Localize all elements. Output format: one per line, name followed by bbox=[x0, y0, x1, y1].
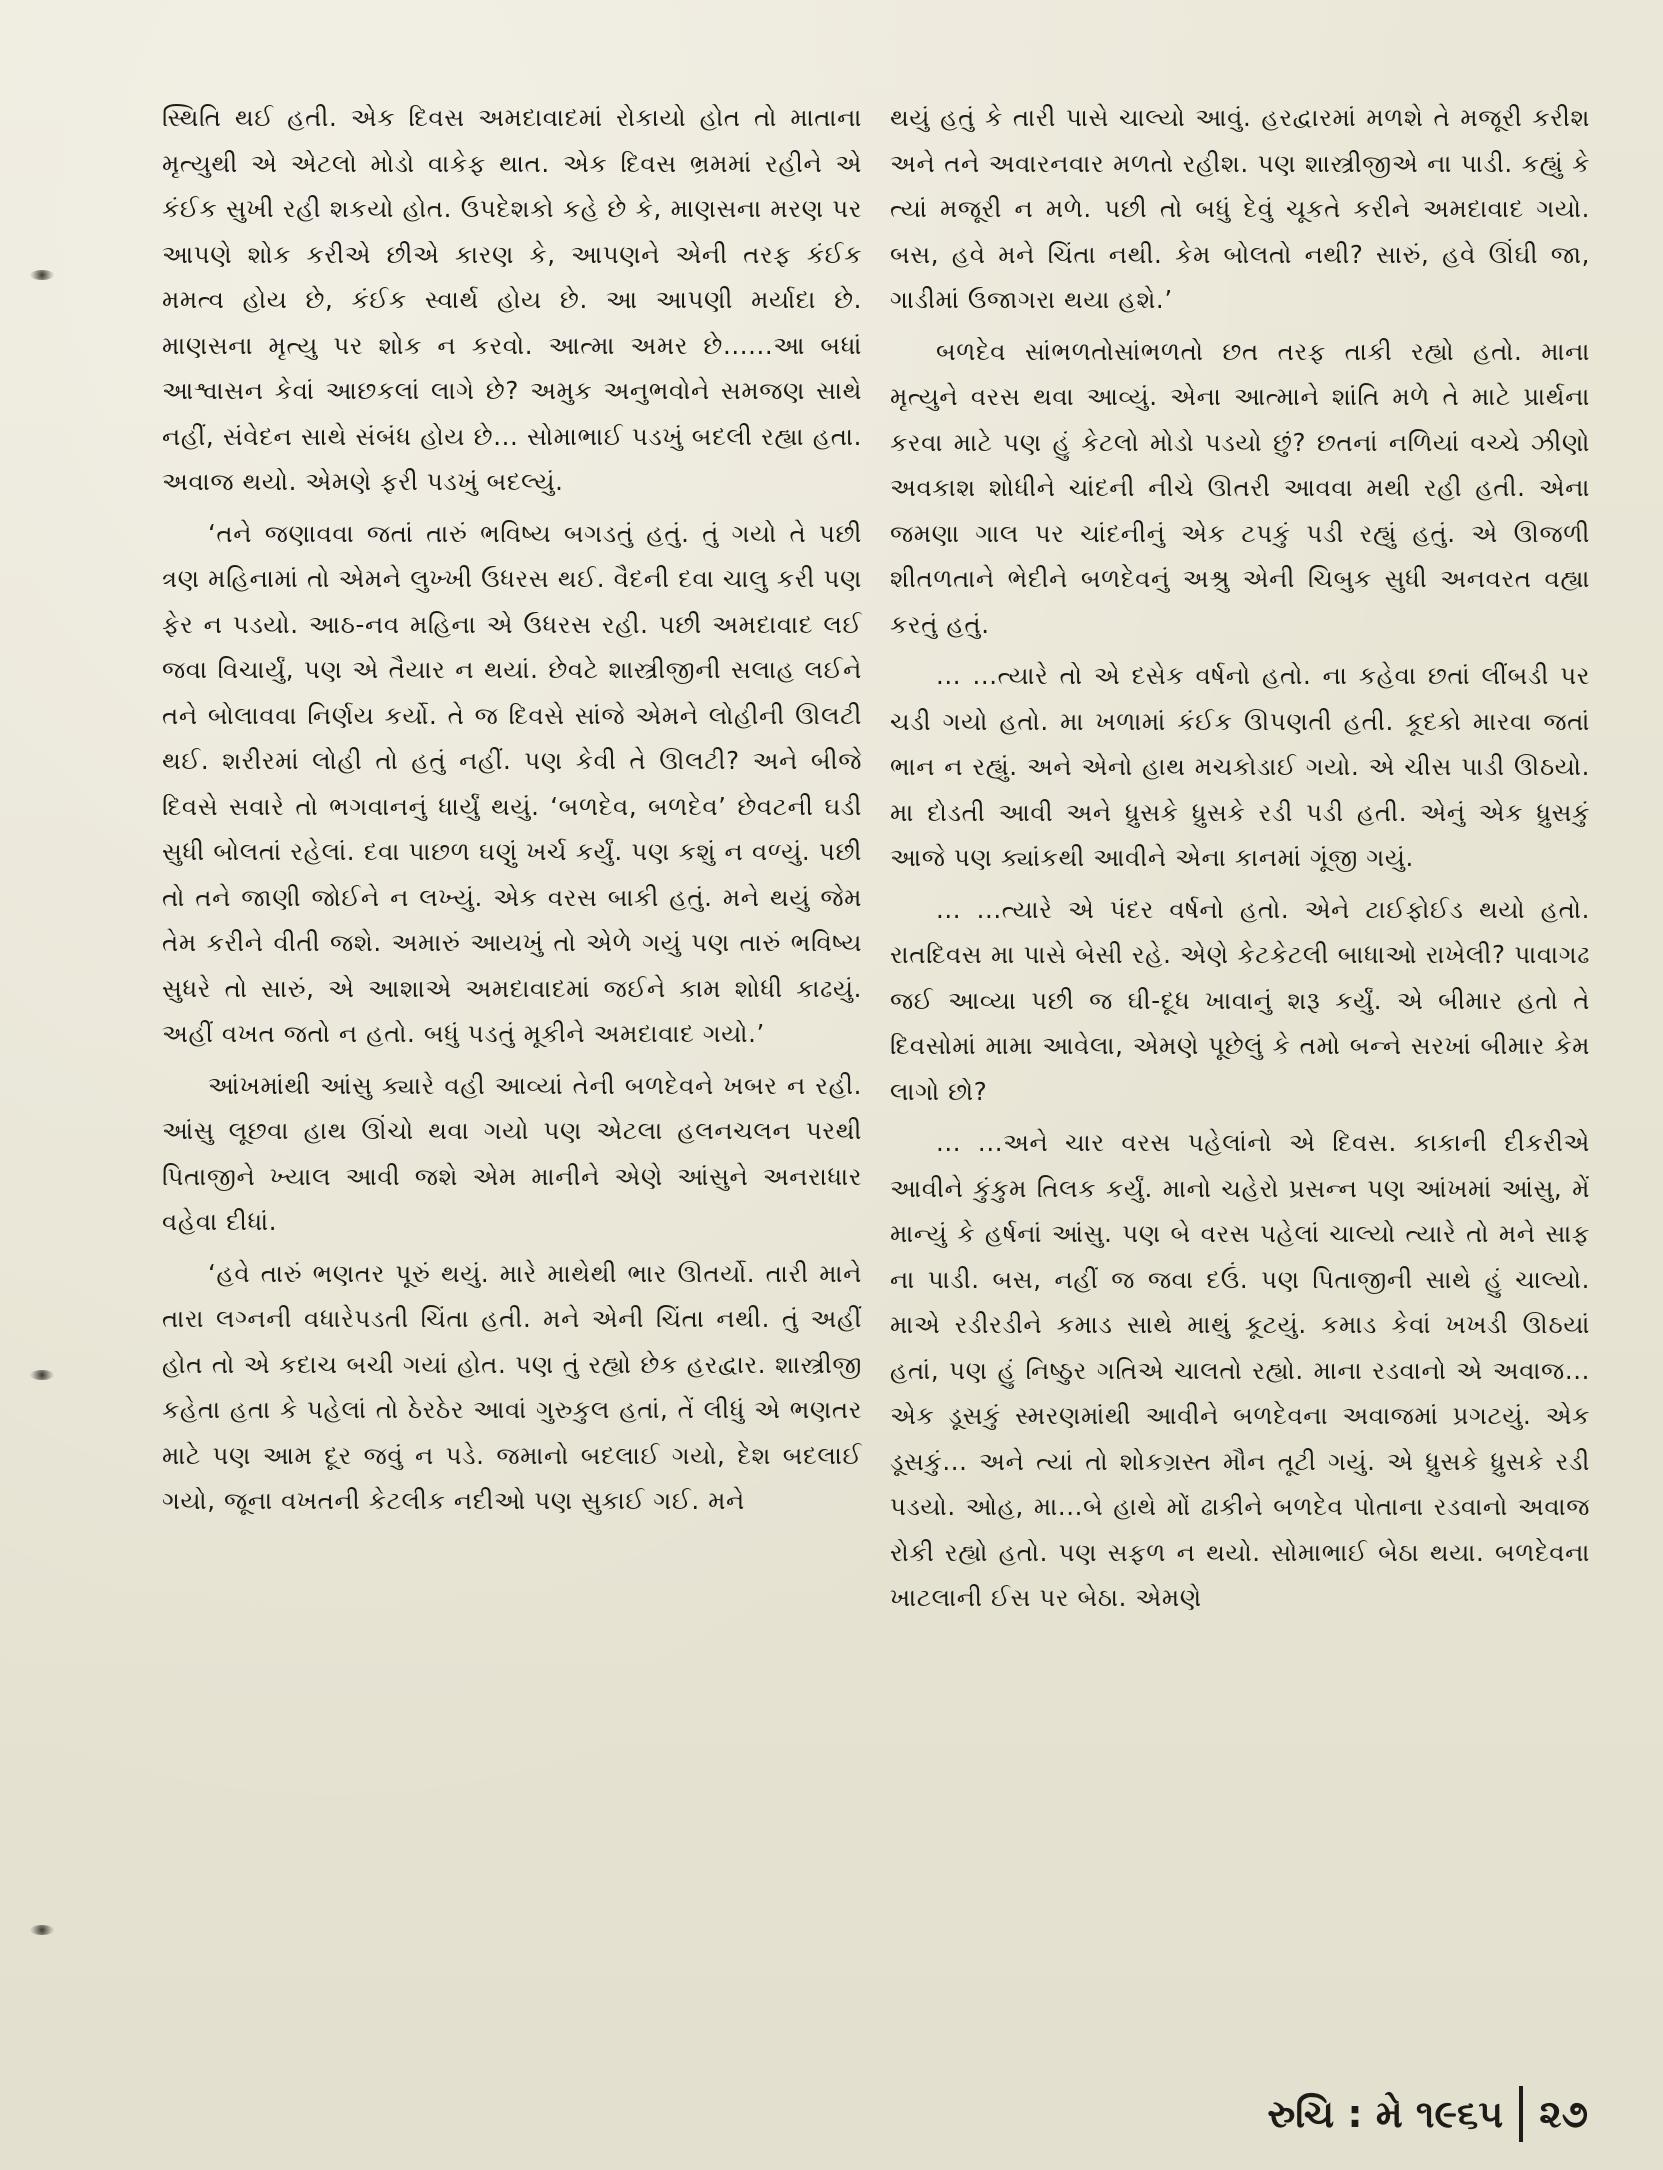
page-footer bbox=[1267, 2084, 1588, 2144]
footer-divider bbox=[1519, 2086, 1523, 2142]
paragraph: ... ...અને ચાર વરસ પહેલાંનો એ દિવસ. કાકાની દીકરીએ આવીને કુંકુમ તિલક કર્યું. માનો ચહેરો પ્રસન્ન પણ આંખમાં આંસુ, મેં માન્યું કે હર્ષનાં આંસુ. પણ બે વરસ પહેલાં ચાલ્યો ત્યારે તો મને સાફ ના પાડી. બસ, નહીં જ જવા દઉં. પણ પિતાજીની સાથે હું ચાલ્યો. માએ રડીરડીને કમાડ સાથે માથું કૂટયું. કમાડ કેવાં ખખડી ઊઠયાં હતાં, પણ હું નિષ્ઠુર ગતિએ ચાલતો રહ્યો. માના રડવાનો એ અવાજ... એક ડૂસકું સ્મરણમાંથી આવીને બળદેવના અવાજમાં પ્રગટયું. એક ડૂસકું... અને ત્યાં તો શોકગ્રસ્ત મૌન તૂટી ગયું. એ ધ્રુસકે ધ્રુસકે રડી પડયો. ઓહ, મા...બે હાથે મોં ઢાકીને બળદેવ પોતાના રડવાનો અવાજ રોકી રહ્યો હતો. પણ સફળ ન થયો. સોમાભાઈ બેઠા થયા. બળદેવના ખાટલાની ઈસ પર બેઠા. એમણે bbox=[890, 1128, 1590, 1612]
paragraph: ... ...ત્યારે એ પંદર વર્ષનો હતો. એને ટાઈફોઈડ થયો હતો. રાતદિવસ મા પાસે બેસી રહે. એણે કેટકેટલી બાધાઓ રાખેલી? પાવાગઢ જઈ આવ્યા પછી જ ઘી-દૂધ ખાવાનું શરૂ કર્યું. એ બીમાર હતો તે દિવસોમાં મામા આવેલા, એમણે પૂછેલું કે તમો બન્ને સરખાં બીમાર કેમ લાગો છો? bbox=[890, 894, 1590, 1106]
binding-mark bbox=[30, 270, 54, 280]
binding-mark bbox=[30, 1925, 54, 1935]
binding-mark bbox=[30, 1370, 54, 1380]
paragraph: સ્થિતિ થઈ હતી. એક દિવસ અમદાવાદમાં રોકાયો હોત તો માતાના મૃત્યુથી એ એટલો મોડો વાકેફ થાત. એક દિવસ ભ્રમમાં રહીને એ કંઈક સુખી રહી શકયો હોત. ઉપદેશકો કહે છે કે, માણસના મરણ પર આપણે શોક કરીએ છીએ કારણ કે, આપણને એની તરફ કંઈક મમત્વ હોય છે, કંઈક સ્વાર્થ હોય છે. આ આપણી મર્યાદા છે. માણસના મૃત્યુ પર શોક ન કરવો. આત્મા અમર છે......આ બધાં આશ્વાસન કેવાં આછકલાં લાગે છે? અમુક અનુભવોને સમજણ સાથે નહીં, સંવેદન સાથે સંબંધ હોય છે... સોમાભાઈ પડખું બદલી રહ્યા હતા. અવાજ થયો. એમણે ફરી પડખું બદલ્યું. bbox=[162, 103, 863, 496]
paragraph: બળદેવ સાંભળતોસાંભળતો છત તરફ તાકી રહ્યો હતો. માના મૃત્યુને વરસ થવા આવ્યું. એના આત્માને શાંતિ મળે તે માટે પ્રાર્થના કરવા માટે પણ હું કેટલો મોડો પડયો છું? છતનાં નળિયાં વચ્ચે ઝીણો અવકાશ શોધીને ચાંદની નીચે ઊતરી આવવા મથી રહી હતી. એના જમણા ગાલ પર ચાંદનીનું એક ટપકું પડી રહ્યું હતું. એ ઊજળી શીતળતાને ભેદીને બળદેવનું અશ્રુ એની ચિબુક સુધી અનવરત વહ્યા કરતું હતું. bbox=[890, 336, 1590, 639]
paragraph: આંખમાંથી આંસુ ક્યારે વહી આવ્યાં તેની બળદેવને ખબર ન રહી. આંસુ લૂછવા હાથ ઊંચો થવા ગયો પણ એટલા હલનચલન પરથી પિતાજીને ખ્યાલ આવી જશે એમ માનીને એણે આંસુને અનરાધાર વહેવા દીધાં. bbox=[162, 1070, 862, 1236]
paragraph: ‘હવે તારું ભણતર પૂરું થયું. મારે માથેથી ભાર ઊતર્યો. તારી માને તારા લગ્નની વધારેપડતી ચિંતા હતી. મને એની ચિંતા નથી. તું અહીં હોત તો એ કદાચ બચી ગયાં હોત. પણ તું રહ્યો છેક હરદ્વાર. શાસ્ત્રીજી કહેતા હતા કે પહેલાં તો ઠેરઠેર આવાં ગુરુકુલ હતાં, તેં લીધું એ ભણતર માટે પણ આમ દૂર જવું ન પડે. જમાનો બદલાઈ ગયો, દેશ બદલાઈ ગયો, જૂના વખતની કેટલીક નદીઓ પણ સુકાઈ ગઈ. મને bbox=[162, 1258, 862, 1515]
magazine-issue: રુચિ : મે ૧૯૬૫ bbox=[1267, 2091, 1504, 2136]
left-column bbox=[162, 95, 862, 1530]
page-number: ૨૭ bbox=[1539, 2091, 1588, 2136]
right-column bbox=[890, 95, 1590, 1627]
paragraph: ... ...ત્યારે તો એ દસેક વર્ષનો હતો. ના કહેવા છતાં લીંબડી પર ચડી ગયો હતો. મા ખળામાં કંઈક ઊપણતી હતી. કૂદકો મારવા જતાં ભાન ન રહ્યું. અને એનો હાથ મચકોડાઈ ગયો. એ ચીસ પાડી ઊઠયો. મા દોડતી આવી અને ધ્રુસકે ધ્રુસકે રડી પડી હતી. એનું એક ધ્રુસકું આજે પણ ક્યાંકથી આવીને એના કાનમાં ગૂંજી ગયું. bbox=[890, 661, 1590, 872]
paragraph: થયું હતું કે તારી પાસે ચાલ્યો આવું. હરદ્વારમાં મળશે તે મજૂરી કરીશ અને તને અવારનવાર મળતો રહીશ. પણ શાસ્ત્રીજીએ ના પાડી. કહ્યું કે ત્યાં મજૂરી ન મળે. પછી તો બધું દેવું ચૂકતે કરીને અમદાવાદ ગયો. બસ, હવે મને ચિંતા નથી. કેમ બોલતો નથી? સારું, હવે ઊંઘી જા, ગાડીમાં ઉજાગરા થયા હશે.’ bbox=[890, 103, 1590, 314]
paragraph: ‘તને જણાવવા જતાં તારું ભવિષ્ય બગડતું હતું. તું ગયો તે પછી ત્રણ મહિનામાં તો એમને લુખ્ખી ઉધરસ થઈ. વૈદની દવા ચાલુ કરી પણ ફેર ન પડયો. આઠ-નવ મહિના એ ઉધરસ રહી. પછી અમદાવાદ લઈ જવા વિચાર્યું, પણ એ તૈયાર ન થયાં. છેવટે શાસ્ત્રીજીની સલાહ લઈને તને બોલાવવા નિર્ણય કર્યો. તે જ દિવસે સાંજે એમને લોહીની ઊલટી થઈ. શરીરમાં લોહી તો હતું નહીં. પણ કેવી તે ઊલટી? અને બીજે દિવસે સવારે તો ભગવાનનું ધાર્યું થયું. ‘બળદેવ, બળદેવ’ છેવટની ઘડી સુધી બોલતાં રહેલાં. દવા પાછળ ઘણું ખર્ચ કર્યું. પણ કશું ન વળ્યું. પછી તો તને જાણી જોઈને ન લખ્યું. એક વરસ બાકી હતું. મને થયું જેમ તેમ કરીને વીતી જશે. અમારું આયખું તો એળે ગયું પણ તારું ભવિષ્ય સુધરે તો સારું, એ આશાએ અમદાવાદમાં જઈને કામ શોધી કાઢયું. અહીં વખત જતો ન હતો. બધું પડતું મૂકીને અમદાવાદ ગયો.’ bbox=[162, 518, 862, 1048]
